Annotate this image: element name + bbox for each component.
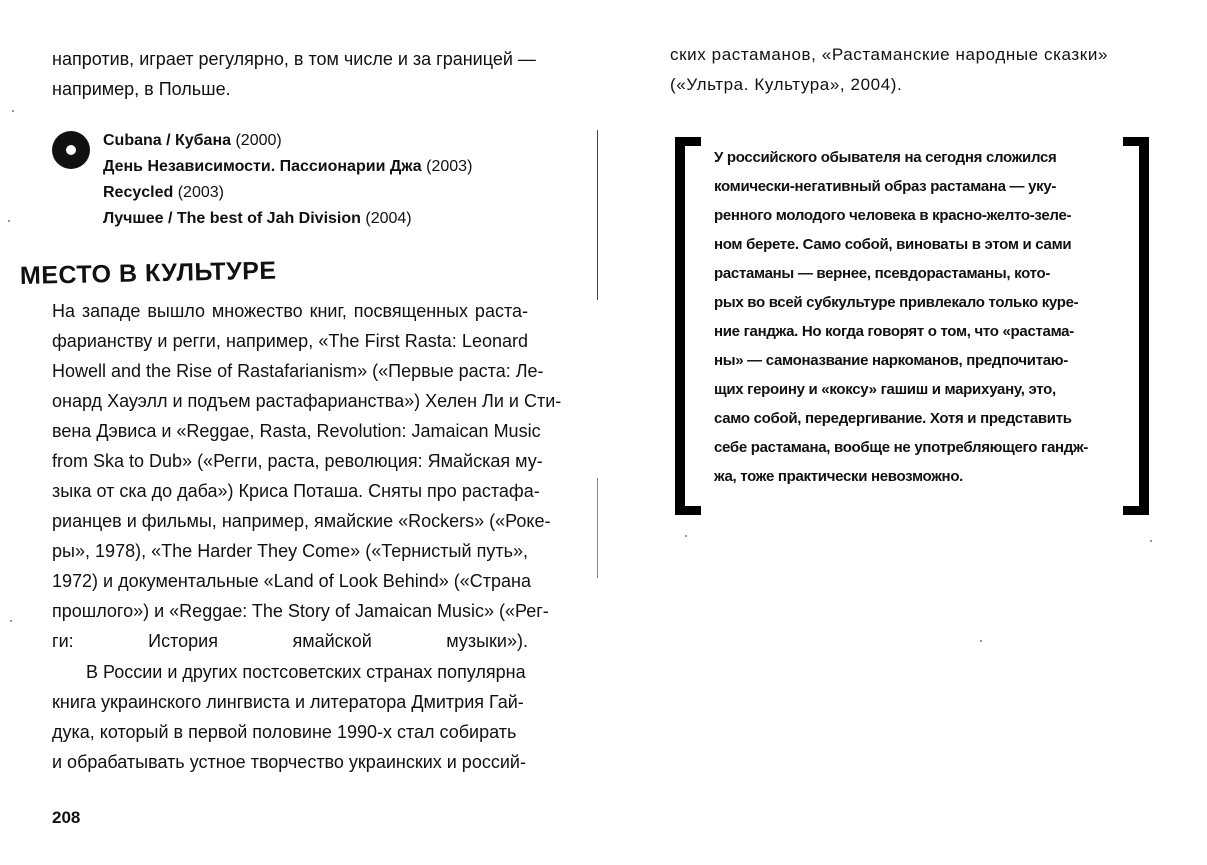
album-title: Лучшее / The best of Jah Division	[103, 210, 361, 227]
text-line: На западе вышло множество книг, посвященных раста-	[52, 301, 528, 321]
text-line: дука, который в первой половине 1990-х стал собирать	[52, 722, 517, 742]
page-number: 208	[52, 808, 81, 827]
text-line: книга украинского лингвиста и литератора Дмитрия Гай-	[52, 692, 524, 712]
text-line: Howell and the Rise of Rastafarianism» («Первые раста: Ле-	[52, 361, 544, 381]
quote-line: ренного молодого человека в красно-желто-зеле-	[714, 207, 1072, 224]
quote-line: рых во всей субкультуре привлекало только куре-	[714, 294, 1079, 311]
quote-line: жа, тоже практически невозможно.	[714, 468, 964, 485]
page-fold-divider	[597, 478, 598, 578]
intro-paragraph	[52, 44, 536, 104]
scan-speck	[10, 620, 12, 622]
paragraph-1	[52, 296, 562, 656]
scan-speck	[1150, 540, 1152, 542]
right-page	[600, 0, 1207, 865]
quote-line: У российского обывателя на сегодня сложился	[714, 149, 1057, 166]
scan-speck	[980, 640, 982, 642]
quote-line: само собой, передергивание. Хотя и представить	[714, 410, 1072, 427]
quote-bracket-left	[675, 137, 701, 515]
page-fold-divider	[597, 130, 598, 300]
text-line: ры», 1978), «The Harder They Come» («Тернистый путь»,	[52, 541, 528, 561]
discography-list	[103, 128, 472, 232]
album-title: Recycled	[103, 184, 174, 201]
text-line: прошлого») и «Reggae: The Story of Jamaican Music» («Рег-	[52, 601, 549, 621]
album-year: (2000)	[235, 132, 282, 149]
album-year: (2003)	[177, 184, 224, 201]
continuation-paragraph	[670, 40, 1148, 100]
cd-disc-icon	[52, 131, 90, 169]
scan-speck	[685, 535, 687, 537]
text-line: онард Хауэлл и подъем растафарианства») Хелен Ли и Сти-	[52, 391, 562, 411]
scan-speck	[12, 110, 14, 112]
text-line: например, в Польше.	[52, 79, 231, 99]
text-line: 1972) и документальные «Land of Look Behind» («Страна	[52, 571, 532, 591]
text-line: ских растаманов, «Растаманские народные сказки»	[670, 45, 1108, 64]
album-title: Cubana / Кубана	[103, 132, 232, 149]
text-line: напротив, играет регулярно, в том числе и за границей —	[52, 49, 536, 69]
discography-item	[103, 154, 472, 180]
album-title: День Независимости. Пассионарии Джа	[103, 158, 422, 175]
text-line: фарианству и регги, например, «The First Rasta: Leonard	[52, 331, 528, 351]
paragraph-2	[52, 657, 528, 777]
text-line: from Ska to Dub» («Регги, раста, революция: Ямайская му-	[52, 451, 543, 471]
quote-line: растаманы — вернее, псевдорастаманы, кото-	[714, 265, 1051, 282]
discography-item	[103, 180, 472, 206]
scan-speck	[8, 220, 10, 222]
quote-line: себе растамана, вообще не употребляющего гандж-	[714, 439, 1089, 456]
quote-line: ном берете. Само собой, виноваты в этом и сами	[714, 236, 1072, 253]
album-year: (2004)	[365, 210, 412, 227]
quote-line: ны» — самоназвание наркоманов, предпочитаю-	[714, 352, 1068, 369]
text-line: В России и других постсоветских странах популярна	[86, 662, 526, 682]
quote-line: щих героину и «коксу» гашиш и марихуану, это,	[714, 381, 1056, 398]
text-line: рианцев и фильмы, например, ямайские «Rockers» («Роке-	[52, 511, 551, 531]
quote-line: ние ганджа. Но когда говорят о том, что «растама-	[714, 323, 1074, 340]
pull-quote	[714, 143, 1104, 491]
text-line: вена Дэвиса и «Reggae, Rasta, Revolution: Jamaican Music	[52, 421, 541, 441]
discography-item	[103, 128, 472, 154]
album-year: (2003)	[426, 158, 473, 175]
section-title: МЕСТО В КУЛЬТУРЕ	[19, 256, 277, 290]
discography-item	[103, 206, 472, 232]
left-page	[0, 0, 600, 865]
text-line: («Ультра. Культура», 2004).	[670, 75, 903, 94]
quote-line: комически-негативный образ растамана — уку-	[714, 178, 1057, 195]
text-line: ги: История ямайской музыки»).	[52, 631, 528, 651]
quote-bracket-right	[1123, 137, 1149, 515]
text-line: и обрабатывать устное творчество украинских и россий-	[52, 752, 526, 772]
text-line: зыка от ска до даба») Криса Поташа. Сняты про растафа-	[52, 481, 540, 501]
